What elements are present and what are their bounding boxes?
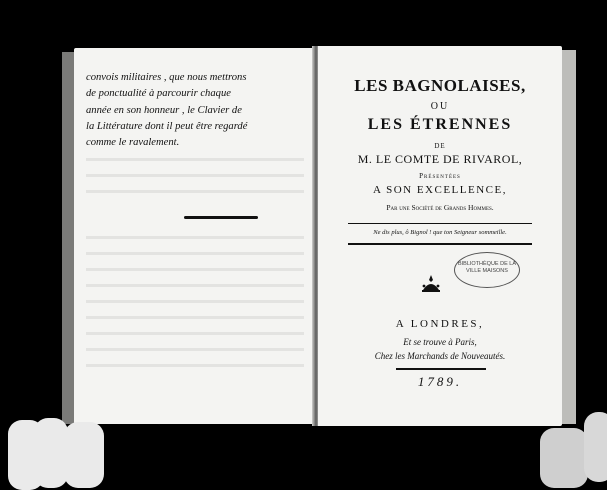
seller-line: Et se trouve à Paris, xyxy=(403,337,477,347)
title-ou: OU xyxy=(430,101,450,112)
right-glove-finger-2 xyxy=(584,412,607,482)
publication-year: 1789. xyxy=(417,374,463,389)
ornamental-rule xyxy=(184,216,258,219)
left-text-line-4: la Littérature dont il peut être regardé xyxy=(86,121,248,132)
presentees-label: Présentées xyxy=(419,172,461,180)
epigraph-rule-bottom xyxy=(348,243,532,245)
title-de: DE xyxy=(434,142,446,150)
left-text-line-1: convois militaires , que nous mettrons xyxy=(86,72,247,83)
left-text-line-3: année en son honneur , le Clavier de xyxy=(86,105,242,116)
book-title: LES BAGNOLAISES, xyxy=(354,76,526,95)
imprint-rule xyxy=(396,368,486,370)
author-name: M. LE COMTE DE RIVAROL, xyxy=(357,152,523,166)
fleuron-ornament-icon xyxy=(420,274,442,294)
left-glove-finger-3 xyxy=(64,422,104,488)
book-subtitle: LES ÉTRENNES xyxy=(367,116,513,133)
library-stamp: BIBLIOTHÈQUE DE LA VILLE MAISONS xyxy=(454,252,520,288)
by-line: Par une Société de Grands Hommes. xyxy=(386,203,494,212)
publication-place: A LONDRES, xyxy=(395,318,485,330)
left-text-line-5: comme le ravalement. xyxy=(86,137,180,148)
epigraph: Ne dis plus, ô Bignol ! que ton Seigneur sommeille. xyxy=(373,229,507,236)
right-glove-finger xyxy=(540,428,588,488)
title-page xyxy=(318,46,562,426)
seller-name: Chez les Marchands de Nouveautés. xyxy=(374,351,506,361)
left-page xyxy=(74,48,316,424)
left-glove-finger-2 xyxy=(34,418,68,488)
left-text-line-2: de ponctualité à parcourir chaque xyxy=(86,88,231,99)
dedication-line: A SON EXCELLENCE, xyxy=(373,184,507,196)
book-edge-right xyxy=(560,50,576,424)
epigraph-rule-top xyxy=(348,223,532,224)
